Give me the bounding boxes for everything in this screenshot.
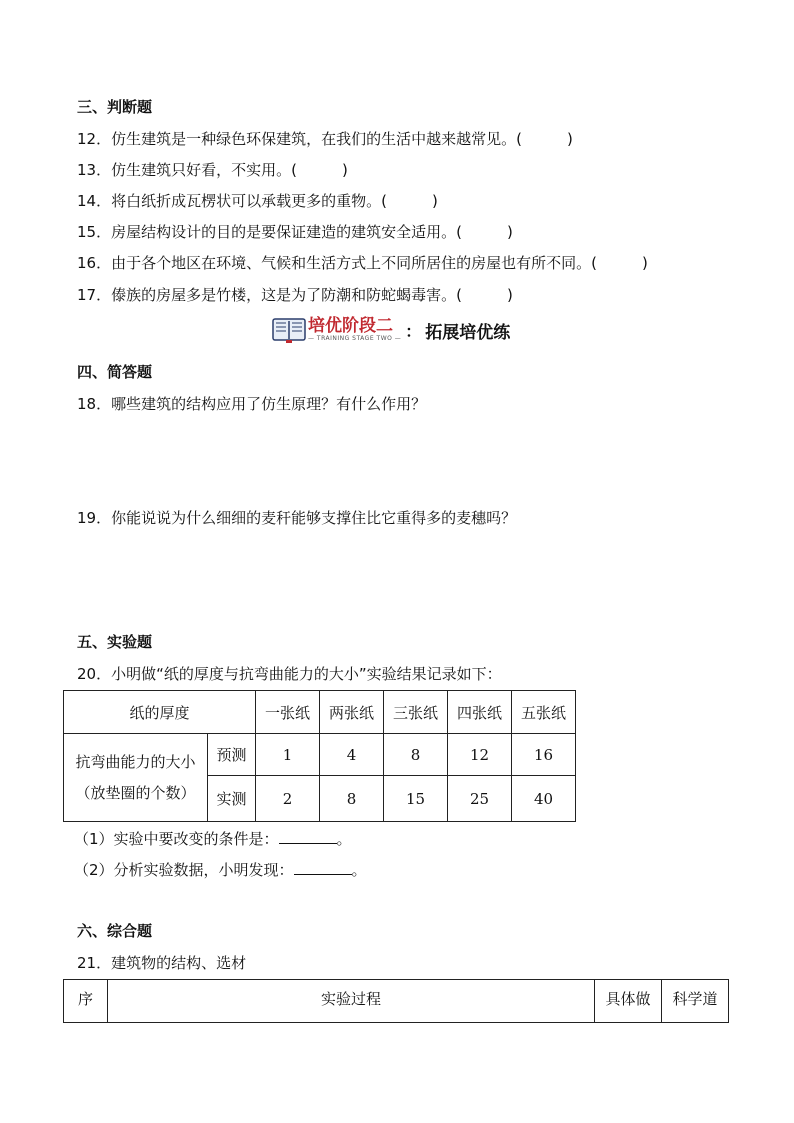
table-row	[64, 980, 729, 1023]
stage-banner	[272, 316, 510, 344]
stage-subtitle: — TRAINING STAGE TWO —	[308, 335, 402, 342]
column-header: 实验过程	[108, 980, 595, 1023]
actual-cell: 2	[256, 776, 320, 822]
predict-cell: 12	[448, 734, 512, 776]
section-heading-judge: 三、判断题	[77, 98, 153, 116]
question-15: 15．房屋结构设计的目的是要保证建造的建筑安全适用。( )	[77, 223, 513, 241]
answer-blank-2[interactable]	[294, 860, 352, 875]
column-header: 三张纸	[384, 691, 448, 734]
sub-question-1-end: 。	[336, 830, 352, 848]
actual-cell: 40	[512, 776, 576, 822]
actual-cell: 25	[448, 776, 512, 822]
question-20: 20．小明做“纸的厚度与抗弯曲能力的大小”实验结果记录如下：	[77, 665, 502, 683]
question-18: 18．哪些建筑的结构应用了仿生原理？有什么作用？	[77, 395, 427, 413]
sub-question-2-end: 。	[351, 861, 367, 879]
column-header: 两张纸	[320, 691, 384, 734]
row-label-line2: （放垫圈的个数）	[75, 783, 196, 802]
question-17: 17．傣族的房屋多是竹楼，这是为了防潮和防蛇蝎毒害。( )	[77, 286, 513, 304]
question-14: 14．将白纸折成瓦楞状可以承载更多的重物。( )	[77, 192, 438, 210]
sub-question-2	[74, 859, 367, 880]
question-13: 13．仿生建筑只好看，不实用。( )	[77, 161, 348, 179]
section-heading-comprehensive: 六、综合题	[77, 922, 153, 940]
section-heading-short: 四、简答题	[77, 363, 153, 381]
sub-question-1-text: （1）实验中要改变的条件是：	[74, 830, 279, 848]
sub-question-2-text: （2）分析实验数据，小明发现：	[74, 861, 294, 879]
question-16: 16．由于各个地区在环境、气候和生活方式上不同所居住的房屋也有所不同。( )	[77, 254, 648, 272]
column-header: 科学道	[662, 980, 729, 1023]
actual-cell: 8	[320, 776, 384, 822]
predict-label: 预测	[208, 734, 256, 776]
answer-blank-1[interactable]	[279, 829, 337, 844]
question-19: 19．你能说说为什么细细的麦秆能够支撑住比它重得多的麦穗吗？	[77, 509, 517, 527]
table-row	[64, 734, 576, 776]
predict-cell: 8	[384, 734, 448, 776]
section-heading-experiment: 五、实验题	[77, 633, 153, 651]
open-book-icon	[272, 316, 306, 344]
question-21: 21．建筑物的结构、选材	[77, 954, 247, 972]
question-12: 12．仿生建筑是一种绿色环保建筑，在我们的生活中越来越常见。( )	[77, 130, 573, 148]
banner-colon: ：	[405, 321, 422, 341]
actual-label: 实测	[208, 776, 256, 822]
column-header: 一张纸	[256, 691, 320, 734]
actual-cell: 15	[384, 776, 448, 822]
stage-label	[308, 317, 401, 343]
corner-cell: 纸的厚度	[64, 691, 256, 734]
banner-title: 拓展培优练	[425, 322, 511, 343]
row-label-line1: 抗弯曲能力的大小	[75, 752, 196, 771]
experiment-table	[63, 690, 576, 822]
column-header: 具体做	[595, 980, 662, 1023]
stage-title: 培优阶段二	[308, 316, 393, 336]
comprehensive-table	[63, 979, 729, 1023]
table-row	[64, 691, 576, 734]
predict-cell: 16	[512, 734, 576, 776]
predict-cell: 1	[256, 734, 320, 776]
predict-cell: 4	[320, 734, 384, 776]
sub-question-1	[74, 828, 352, 849]
row-label-cell	[64, 734, 208, 822]
column-header: 序	[64, 980, 108, 1023]
column-header: 四张纸	[448, 691, 512, 734]
column-header: 五张纸	[512, 691, 576, 734]
